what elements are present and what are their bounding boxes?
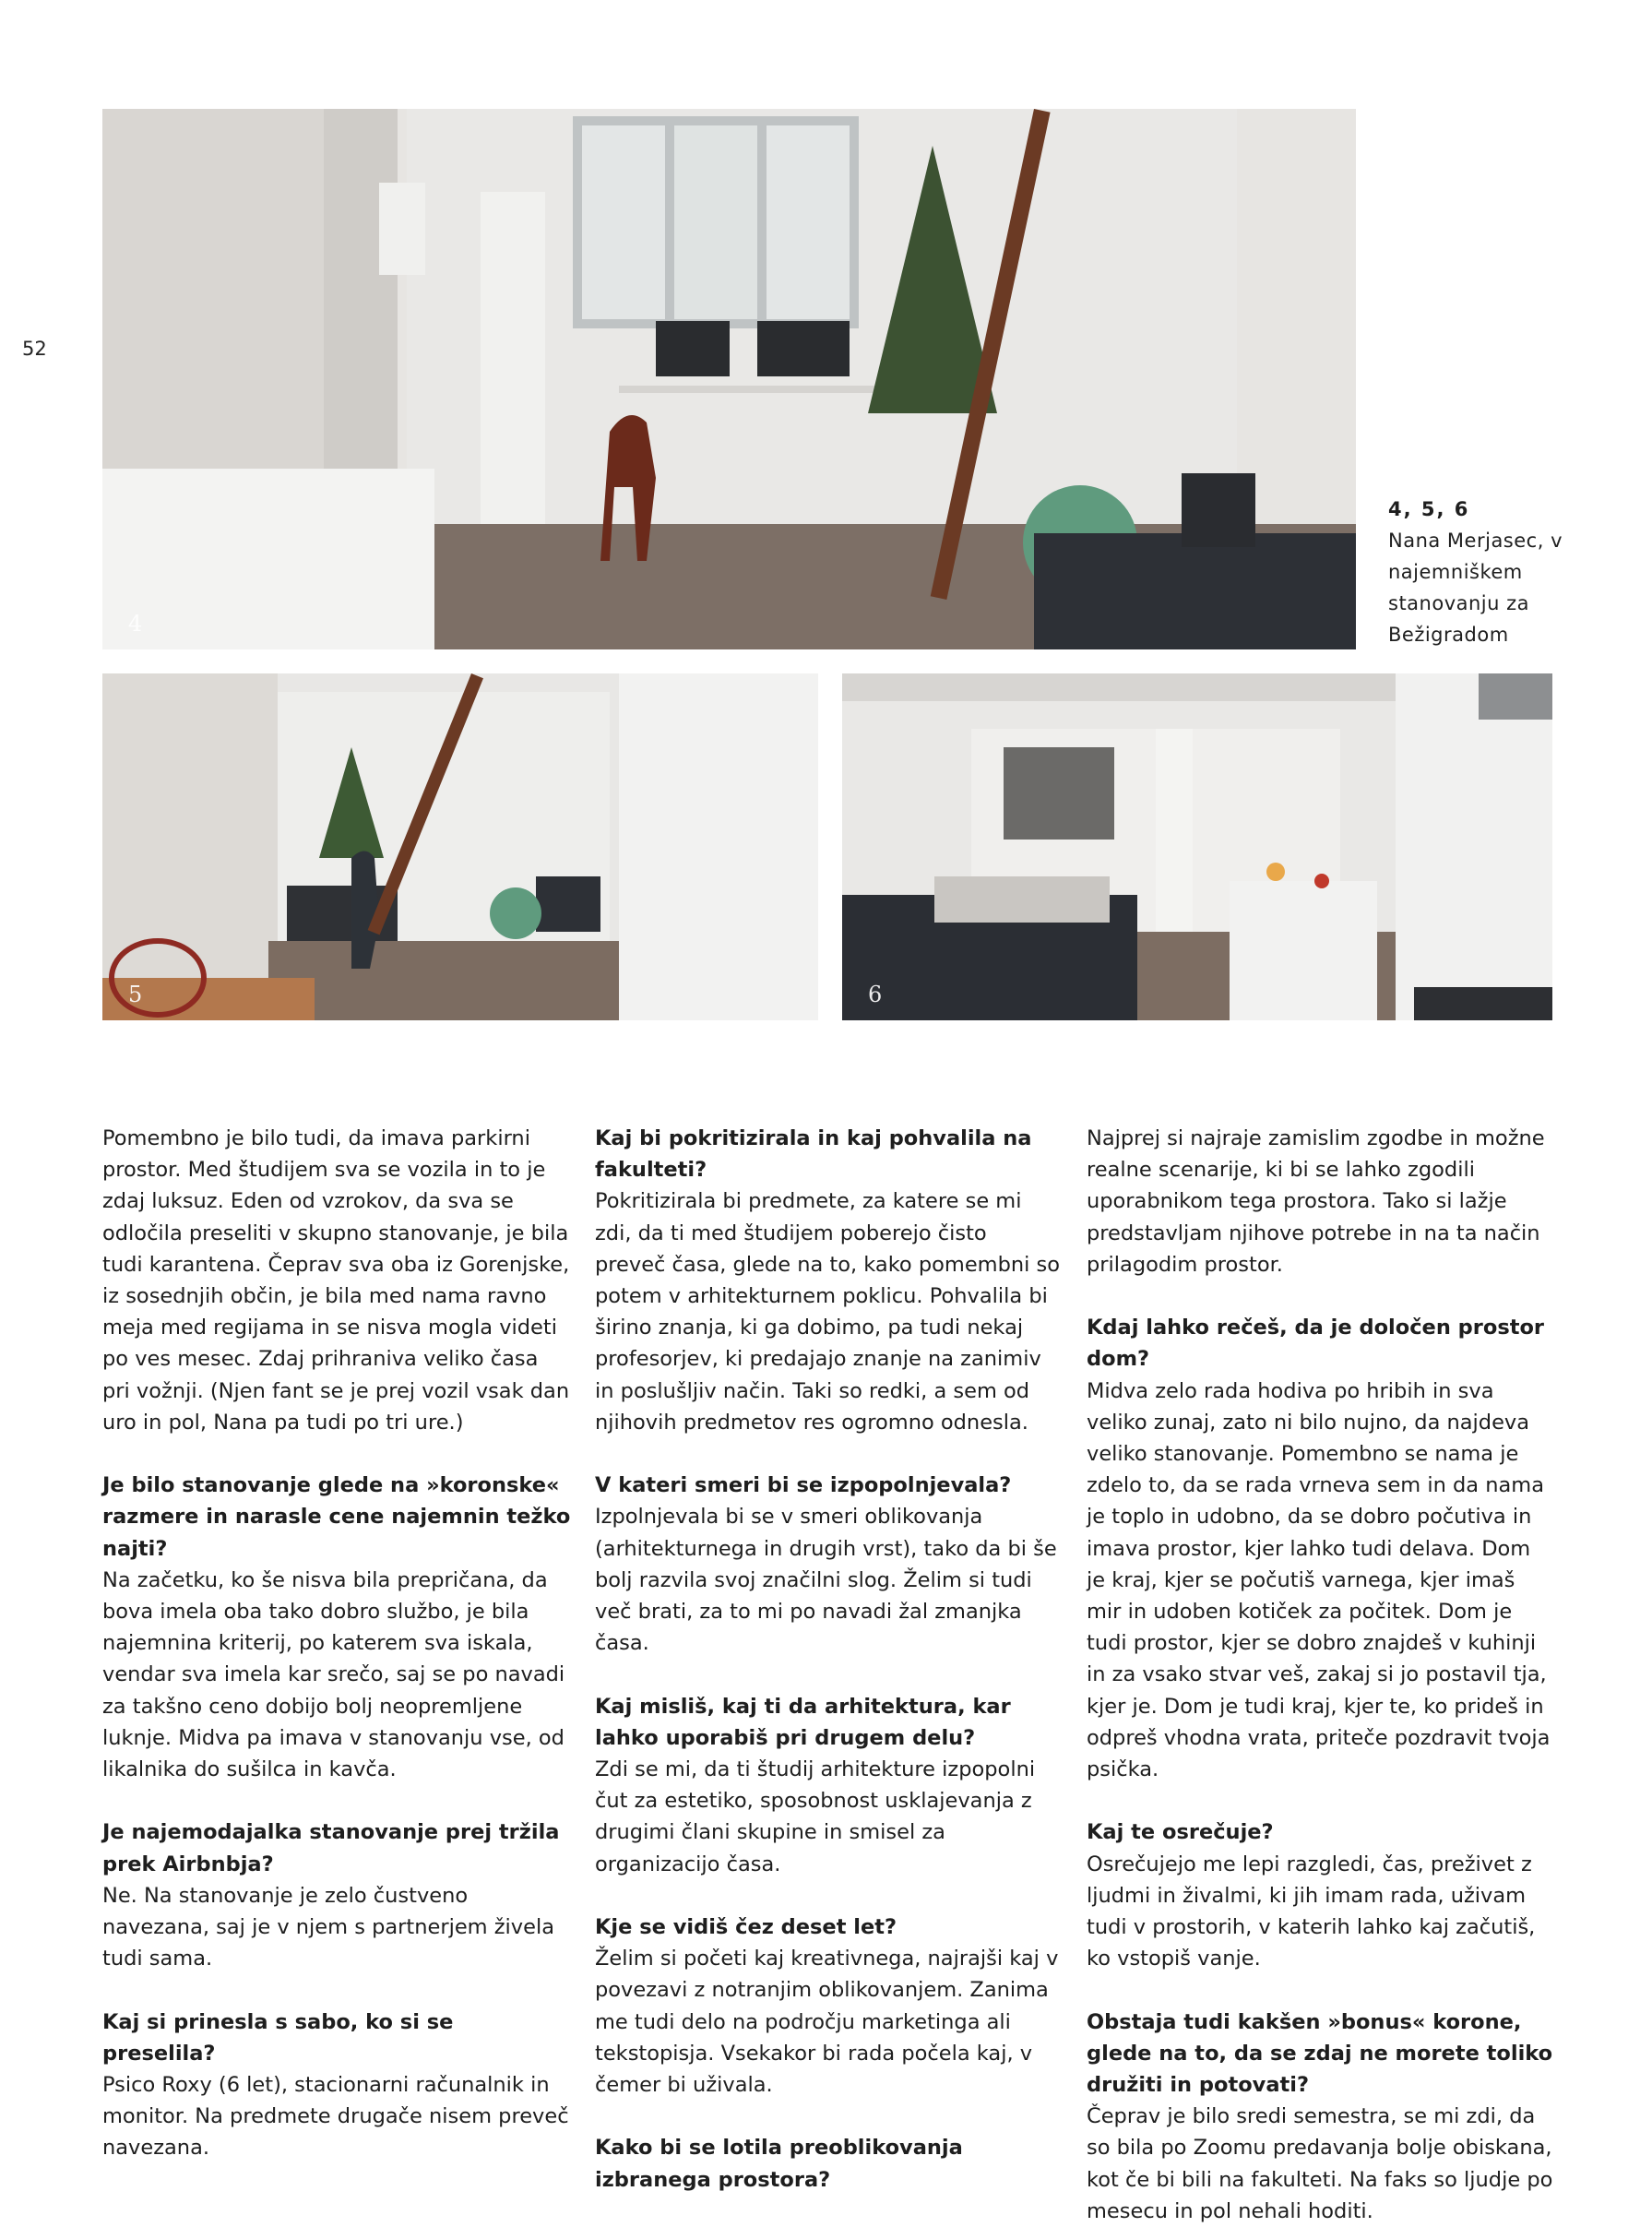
text-column-3	[1087, 1123, 1555, 2227]
answer-paragraph: Pomembno je bilo tudi, da imava parkirni prostor. Med študijem sva se vozila in to je zdaj luksuz. Eden od vzrokov, da sva se odločila preseliti v skupno stanovanje, je bila tudi karantena. Čeprav sva oba iz Gorenjske, iz sosednjih občin, je bila med nama ravno meja med regijama in se nisva mogla videti po ves mesec. Zdaj prihraniva veliko časa pri vožnji. (Njen fant se je prej vozil vsak dan uro in pol, Nana pa tudi po tri ure.)	[102, 1126, 570, 1435]
answer-paragraph: Izpolnjevala bi se v smeri oblikovanja (arhitekturnega in drugih vrst), tako da bi še bolj razvila svoj značilni slog. Želim si tudi več brati, za to mi po navadi žal zmanjka časa.	[595, 1505, 1057, 1656]
question-heading: V kateri smeri bi se izpopolnjevala?	[595, 1473, 1012, 1498]
photo-caption	[1388, 494, 1563, 650]
page-number: 52	[22, 338, 47, 360]
work-corner-photo	[102, 673, 818, 1020]
question-heading: Kdaj lahko rečeš, da je določen prostor dom?	[1087, 1316, 1545, 1372]
question-heading: Kaj si prinesla s sabo, ko si se preselila?	[102, 2009, 454, 2066]
text-column-2	[595, 1123, 1064, 2196]
photo-work-corner	[102, 673, 818, 1020]
photo-number: 5	[128, 982, 143, 1007]
answer-paragraph: Na začetku, ko še nisva bila prepričana, da bova imela oba tako dobro službo, je bila najemnina kriterij, po katerem sva iskala, vendar sva imela kar srečo, saj se po navadi za takšno ceno dobijo bolj neopremljene luknje. Midva pa imava v stanovanju vse, od likalnika do sušilca in kavča.	[102, 1567, 565, 1782]
answer-paragraph: Ne. Na stanovanje je zelo čustveno navezana, saj je v njem s partnerjem živela tudi sama.	[102, 1883, 555, 1971]
answer-paragraph: Osrečujejo me lepi razgledi, čas, preživet z ljudmi in živalmi, ki jih imam rada, uživam tudi v prostorih, v katerih lahko kaj začutiš, ko vstopiš vanje.	[1087, 1852, 1536, 1971]
question-heading: Kaj bi pokritizirala in kaj pohvalila na fakulteti?	[595, 1126, 1032, 1183]
caption-numbers: 4, 5, 6	[1388, 498, 1470, 520]
answer-paragraph: Midva zelo rada hodiva po hribih in sva veliko zunaj, zato ni bilo nujno, da najdeva veliko stanovanje. Pomembno se nama je zdelo to, da se rada vrneva sem in da nama je toplo in udobno, da se dobro počutiva in imava prostor, kjer lahko tudi delava. Dom je kraj, kjer se počutiš varnega, kjer imaš mir in udoben kotiček za počitek. Dom je tudi prostor, kjer se dobro znajdeš v kuhinji in za vsako stvar veš, zakaj si jo postavil tja, kjer je. Dom je tudi kraj, kjer te, ko prideš in odpreš vhodna vrata, priteče pozdravit tvoja psička.	[1087, 1378, 1551, 1782]
bedroom-sofa-photo	[842, 673, 1552, 1020]
photo-number: 4	[128, 611, 143, 637]
question-heading: Je najemodajalka stanovanje prej tržila prek Airbnbja?	[102, 1820, 560, 1876]
answer-paragraph: Pokritizirala bi predmete, za katere se mi zdi, da ti med študijem poberejo čisto preveč časa, glede na to, kako pomembni so potem v arhitekturnem poklicu. Pohvalila bi širino znanja, ki ga dobimo, pa tudi nekaj profesorjev, ki predajajo znanje na zanimiv in poslušljiv način. Taki so redki, a sem od njihovih predmetov res ogromno odnesla.	[595, 1189, 1061, 1435]
question-heading: Je bilo stanovanje glede na »koronske« razmere in narasle cene najemnin težko najti?	[102, 1473, 571, 1561]
text-column-1	[102, 1123, 571, 2164]
photo-living-room-with-dog	[102, 109, 1356, 649]
question-heading: Kaj te osrečuje?	[1087, 1820, 1274, 1845]
question-heading: Kje se vidiš čez deset let?	[595, 1915, 897, 1940]
photo-bedroom-sofa	[842, 673, 1552, 1020]
living-room-photo	[102, 109, 1356, 649]
answer-paragraph: Čeprav je bilo sredi semestra, se mi zdi, da so bila po Zoomu predavanja bolje obiskana, kot če bi bili na fakulteti. Na faks so ljudje po mesecu in pol nehali hoditi.	[1087, 2104, 1553, 2223]
question-heading: Kako bi se lotila preoblikovanja izbranega prostora?	[595, 2136, 963, 2192]
answer-paragraph: Najprej si najraje zamislim zgodbe in možne realne scenarije, ki bi se lahko zgodili uporabnikom tega prostora. Tako si lažje predstavljam njihove potrebe in na ta način prilagodim prostor.	[1087, 1126, 1545, 1277]
photo-number: 6	[868, 982, 883, 1007]
answer-paragraph: Psico Roxy (6 let), stacionarni računalnik in monitor. Na predmete drugače nisem preveč navezana.	[102, 2073, 569, 2161]
caption-text: Nana Merjasec, v najemniškem stanovanju za Bežigradom	[1388, 530, 1563, 646]
answer-paragraph: Želim si početi kaj kreativnega, najrajši kaj v povezavi z notranjim oblikovanjem. Zanima me tudi delo na področju marketinga ali tekstopisja. Vsekakor bi rada počela kaj, v čemer bi uživala.	[595, 1947, 1059, 2098]
answer-paragraph: Zdi se mi, da ti študij arhitekture izpopolni čut za estetiko, sposobnost usklajevanja z drugimi člani skupine in smisel za organizacijo časa.	[595, 1757, 1036, 1876]
question-heading: Kaj misliš, kaj ti da arhitektura, kar lahko uporabiš pri drugem delu?	[595, 1694, 1011, 1750]
question-heading: Obstaja tudi kakšen »bonus« korone, glede na to, da se zdaj ne morete toliko družiti in potovati?	[1087, 2009, 1553, 2098]
